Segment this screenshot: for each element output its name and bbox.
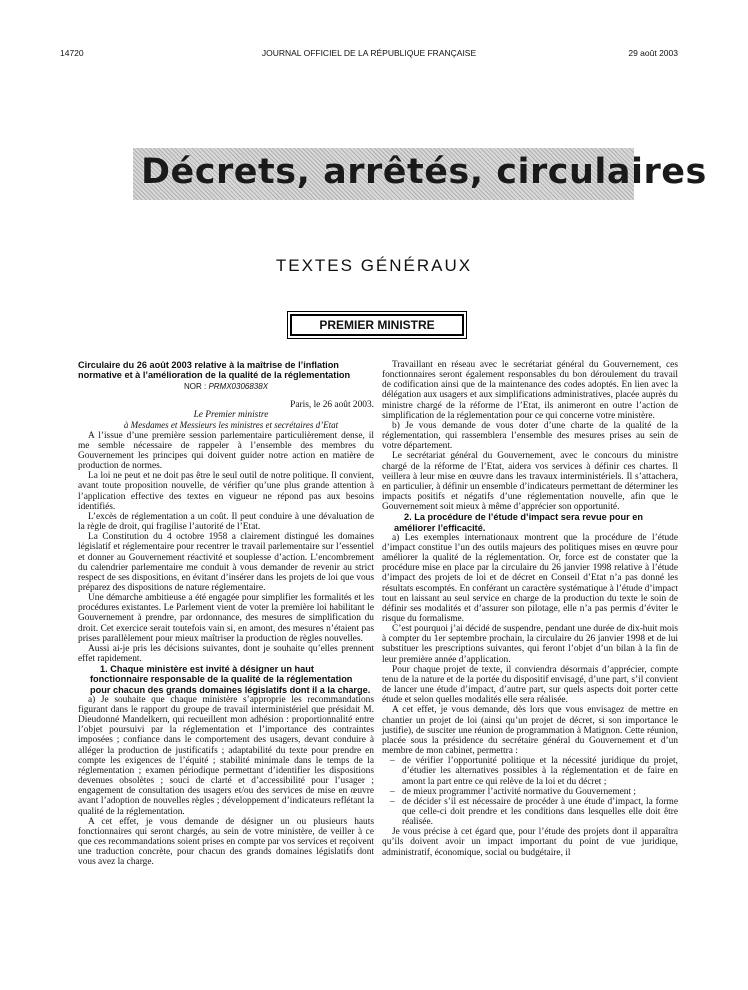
paragraph: A cet effet, je vous demande de désigner un ou plusieurs hauts fonctionnaires qui seront chargés, au sein de votre ministère, de veiller à ce que ces recommandations soient prises en compte par vos services et reçoivent une traduction concrète, pour chacun des grands domaines législatifs dont vous avez la charge. <box>78 816 374 868</box>
right-column <box>382 360 678 858</box>
paragraph: b) Je vous demande de vous doter d’une charte de la qualité de la réglementation, qui rassemblera l’ensemble des mesures prises au sein de votre département. <box>382 420 678 452</box>
paragraph: C’est pourquoi j’ai décidé de suspendre, pendant une durée de dix-huit mois à compter du 1er septembre prochain, la circulaire du 26 janvier 1998 et de lui substituer les prescriptions suivantes, qui feront l’objet d’un bilan à la fin de leur première année d’application. <box>382 624 678 665</box>
left-column <box>78 360 374 867</box>
nor-label: NOR : <box>183 382 207 391</box>
paragraph: A cet effet, je vous demande, dès lors que vous envisagez de mettre en chantier un projet de loi (ainsi qu’un projet de décret, si son importance le justifie), de susciter une réunion de programmation à Matignon. Cette réunion, placée sous la présidence du secrétaire général du Gouvernement et d’un membre de mon cabinet, permettra : <box>382 705 678 757</box>
paragraph: Pour chaque projet de texte, il conviendra désormais d’apprécier, compte tenu de la nature et de la portée du dispositif envisagé, d’une part, s’il convient de lancer une étude d’impact, d’autre part, sur quels aspects doit porter cette étude et selon quelles modalités elle sera réalisée. <box>382 664 678 706</box>
page-header <box>60 48 678 62</box>
paragraph: Je vous précise à cet égard que, pour l’étude des projets dont il apparaîtra qu’ils doivent avoir un impact important du point de vue juridique, administratif, économique, social ou budgétaire, il <box>382 827 678 858</box>
list-item: – de mieux programmer l’activité normative du Gouvernement ; <box>402 787 678 797</box>
paragraph: a) Je souhaite que chaque ministère s’approprie les recommandations figurant dans le rapport du groupe de travail interministériel que présidait M. Dieudonné Mandelkern, qui recueillent mon adhésion : proportionnalité entre l’objet poursuivi par la réglementation et l’importance des contraintes imposées ; confiance dans le comportement des usagers, devant conduire à alléger la production de justificatifs ; adaptabilité du texte pour prendre en compte les exigences de l’équité ; stabilité minimale dans le temps de la réglementation ; examen périodique permettant d’identifier les dispositions devenues obsolètes ; souci de clarté et d’accessibilité pour l’usager ; engagement de consultation des usagers et/ou des services de mise en œuvre avant l’adoption de nouvelles règles ; développement d’indicateurs reflétant la qualité de la réglementation. <box>78 694 374 817</box>
section-2-heading: 2. La procédure de l’étude d’impact sera revue pour en améliorer l’efficacité. <box>394 512 643 533</box>
nor-code: PRMX0306838X <box>208 382 269 391</box>
ministry-box <box>287 311 467 339</box>
section-title: TEXTES GÉNÉRAUX <box>275 256 473 275</box>
paragraph: A l’issue d’une première session parlementaire particulièrement dense, il me semble nécessaire de rappeler à l’ensemble des membres du Gouvernement les principes qui doivent guider notre action en matière de production de normes. <box>78 430 374 472</box>
issue-date: 29 août 2003 <box>628 48 678 58</box>
paragraph: L’excès de réglementation a un coût. Il peut conduire à une dévaluation de la règle de droit, qui fragilise l’autorité de l’Etat. <box>78 511 374 533</box>
nor-reference <box>78 382 374 392</box>
paragraph: Travaillant en réseau avec le secrétariat général du Gouvernement, ces fonctionnaires seront également responsables du bon déroulement du travail de codification ainsi que de la maintenance des codes adoptés. En lien avec la délégation aux usagers et aux simplifications administratives, placée auprès du ministre chargé de la réforme de l’Etat, ils animeront en outre l’action de simplification de la réglementation pour ce qui concerne votre ministère. <box>382 360 678 421</box>
signatory: Le Premier ministre <box>193 410 269 421</box>
journal-title: JOURNAL OFFICIEL DE LA RÉPUBLIQUE FRANÇAISE <box>261 48 477 58</box>
page-number: 14720 <box>60 48 84 58</box>
place-date: Paris, le 26 août 2003. <box>290 400 374 411</box>
paragraph: La Constitution du 4 octobre 1958 a clairement distingué les domaines législatif et réglementaire pour recentrer le travail parlementaire sur l’essentiel et donner au Gouvernement réactivité et souplesse d’action. L’encombrement du calendrier parlementaire me conduit à vous demander de revenir au strict respect de ses dispositions, en évitant d’insérer dans les projets de loi que vous préparez des dispositions de nature réglementaire. <box>78 532 374 593</box>
paragraph: a) Les exemples internationaux montrent que la procédure de l’étude d’impact constitue l’un des outils majeurs des politiques mises en œuvre pour améliorer la qualité de la réglementation. Or, force est de constater que la procédure mise en place par la circulaire du 26 janvier 1998 relative à l’étude d’impact des projets de loi et de décret en Conseil d’Etat n’a pas donné les résultats escomptés. En conférant un caractère systématique à l’étude d’impact tout en laissant au seul service en charge de la production du texte le soin de définir ses modalités et d’assurer son pilotage, elle n’a pas permis d’éviter le risque du formalisme. <box>382 532 678 624</box>
circular-title: Circulaire du 26 août 2003 relative à la maîtrise de l’inflation normative et à l’amélioration de la qualité de la réglementation <box>78 360 351 380</box>
rubric-title: Décrets, arrêtés, circulaires <box>141 152 707 192</box>
paragraph: La loi ne peut et ne doit pas être le seul outil de notre politique. Il convient, avant toute proposition nouvelle, de vérifier qu’une plus grande attention à l’application effective des textes en vigueur ne répond pas aux besoins identifiés. <box>78 471 374 512</box>
addressees: à Mesdames et Messieurs les ministres et secrétaires d’Etat <box>123 420 339 431</box>
rubric-banner <box>133 148 707 200</box>
section-1-heading: 1. Chaque ministère est invité à désigner un haut fonctionnaire responsable de la qualité de la réglementation pour chacun des grands domaines législatifs dont il a la charge. <box>90 664 371 695</box>
paragraph: Aussi ai-je pris les décisions suivantes, dont je souhaite qu’elles prennent effet rapidement. <box>78 643 374 665</box>
ministry-label: PREMIER MINISTRE <box>290 314 464 336</box>
paragraph: Une démarche ambitieuse a été engagée pour simplifier les formalités et les procédures existantes. Le Parlement vient de voter la première loi habilitant le Gouvernement à prendre, par ordonnance, des mesures de simplification du droit. Cet exercice serait toutefois vain si, en amont, des mesures n’étaient pas prises parallèlement pour mieux maîtriser la production de règles nouvelles. <box>78 593 374 644</box>
list-item: – de décider s’il est nécessaire de procéder à une étude d’impact, la forme que celle-ci doit prendre et les conditions dans lesquelles elle doit être réalisée. <box>402 797 678 827</box>
paragraph: Le secrétariat général du Gouvernement, avec le concours du ministre chargé de la réforme de l’Etat, aidera vos services à définir ces chartes. Il veillera à leur mise en œuvre dans les travaux interministériels. Il s’attachera, en particulier, à définir un ensemble d’indicateurs permettant de déterminer les impacts positifs et négatifs d’une réglementation nouvelle, afin que le Gouvernement soit mieux à même d’apprécier son opportunité. <box>382 451 678 513</box>
list-item: – de vérifier l’opportunité politique et la nécessité juridique du projet, d’étudier les alternatives possibles à la réglementation et de faire en amont la part entre ce qui relève de la loi et du décret ; <box>402 756 678 786</box>
dash-list <box>382 756 678 827</box>
